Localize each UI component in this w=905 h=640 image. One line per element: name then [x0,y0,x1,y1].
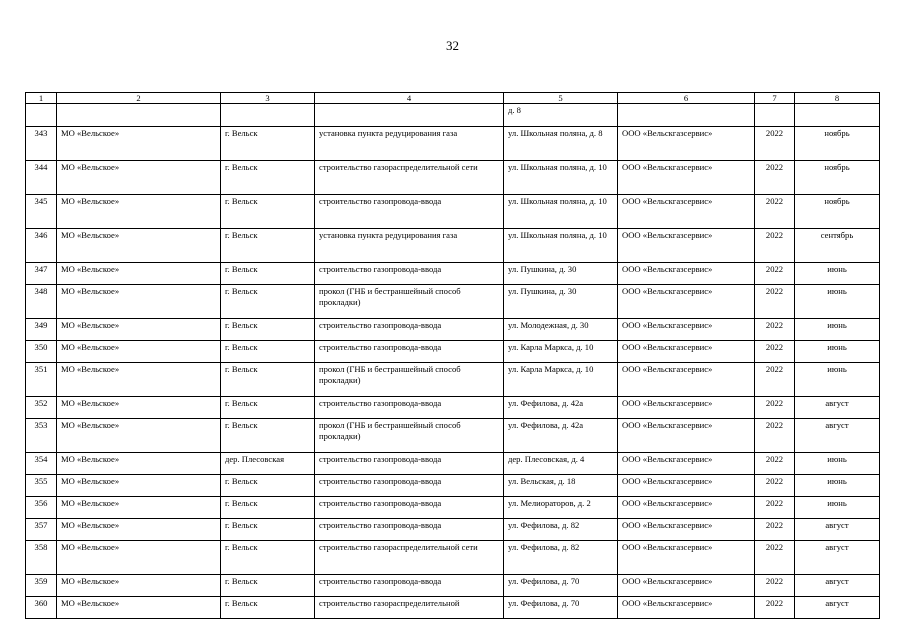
cell-work-type: строительство газопровода-ввода [315,453,504,475]
cell-municipality: МО «Вельское» [57,597,221,619]
cell-month: ноябрь [795,127,880,161]
cell-month: август [795,397,880,419]
cell-locality: г. Вельск [221,475,315,497]
cell-address: ул. Школьная поляна, д. 10 [504,161,618,195]
page-number: 32 [446,38,459,53]
table-row [26,161,880,195]
cell-work-type: строительство газораспределительной [315,597,504,619]
cell-municipality: МО «Вельское» [57,263,221,285]
cell-locality: г. Вельск [221,195,315,229]
cell-municipality: МО «Вельское» [57,397,221,419]
cell-year: 2022 [755,285,795,319]
cell-locality: г. Вельск [221,285,315,319]
cell-municipality: МО «Вельское» [57,127,221,161]
cell-organization: ООО «Вельскгазсервис» [618,541,755,575]
cell-address: ул. Школьная поляна, д. 10 [504,195,618,229]
cell-address: дер. Плесовская, д. 4 [504,453,618,475]
cell-work-type: строительство газопровода-ввода [315,195,504,229]
cell-month: июнь [795,475,880,497]
cell-number: 349 [26,319,57,341]
cell-month: август [795,597,880,619]
cell-locality: г. Вельск [221,161,315,195]
cell-municipality: МО «Вельское» [57,319,221,341]
cell-month: июнь [795,363,880,397]
cell-month: июнь [795,285,880,319]
cell-month: июнь [795,341,880,363]
cell-organization: ООО «Вельскгазсервис» [618,597,755,619]
cell-year: 2022 [755,127,795,161]
cell-month: июнь [795,497,880,519]
cell-locality: г. Вельск [221,519,315,541]
cell-municipality: МО «Вельское» [57,541,221,575]
cell-organization [618,104,755,127]
cell-year: 2022 [755,161,795,195]
cell-organization: ООО «Вельскгазсервис» [618,319,755,341]
cell-work-type: строительство газопровода-ввода [315,341,504,363]
cell-month: июнь [795,453,880,475]
cell-number: 348 [26,285,57,319]
cell-organization: ООО «Вельскгазсервис» [618,285,755,319]
cell-number: 351 [26,363,57,397]
cell-address: ул. Фефилова, д. 70 [504,575,618,597]
cell-work-type: строительство газораспределительной сети [315,161,504,195]
column-header-6: 6 [618,93,755,104]
cell-municipality: МО «Вельское» [57,497,221,519]
column-header-1: 1 [26,93,57,104]
cell-number: 347 [26,263,57,285]
cell-number: 355 [26,475,57,497]
cell-municipality: МО «Вельское» [57,363,221,397]
cell-municipality: МО «Вельское» [57,195,221,229]
cell-address: ул. Фефилова, д. 42а [504,419,618,453]
cell-locality: г. Вельск [221,575,315,597]
table-row [26,229,880,263]
cell-work-type: строительство газопровода-ввода [315,397,504,419]
cell-address: ул. Фефилова, д. 82 [504,541,618,575]
column-header-8: 8 [795,93,880,104]
column-header-3: 3 [221,93,315,104]
cell-municipality: МО «Вельское» [57,285,221,319]
cell-month: ноябрь [795,161,880,195]
cell-year: 2022 [755,397,795,419]
cell-number: 356 [26,497,57,519]
cell-locality: г. Вельск [221,229,315,263]
cell-year: 2022 [755,453,795,475]
cell-year: 2022 [755,263,795,285]
table-row [26,419,880,453]
cell-locality: г. Вельск [221,497,315,519]
cell-work-type: установка пункта редуцирования газа [315,229,504,263]
cell-organization: ООО «Вельскгазсервис» [618,229,755,263]
cell-address: ул. Фефилова, д. 42а [504,397,618,419]
table-row [26,575,880,597]
cell-municipality: МО «Вельское» [57,341,221,363]
cell-organization: ООО «Вельскгазсервис» [618,475,755,497]
table-row [26,104,880,127]
cell-address: ул. Пушкина, д. 30 [504,285,618,319]
works-table [25,92,880,619]
cell-organization: ООО «Вельскгазсервис» [618,419,755,453]
cell-number: 343 [26,127,57,161]
cell-number: 344 [26,161,57,195]
table-body [26,104,880,619]
cell-month: август [795,519,880,541]
cell-work-type [315,104,504,127]
cell-organization: ООО «Вельскгазсервис» [618,575,755,597]
cell-number: 346 [26,229,57,263]
cell-organization: ООО «Вельскгазсервис» [618,341,755,363]
cell-address: ул. Школьная поляна, д. 8 [504,127,618,161]
cell-municipality: МО «Вельское» [57,475,221,497]
cell-month [795,104,880,127]
cell-address: ул. Фефилова, д. 82 [504,519,618,541]
cell-number: 357 [26,519,57,541]
column-number-row [26,93,880,104]
cell-year: 2022 [755,195,795,229]
table-row [26,319,880,341]
cell-month: июнь [795,263,880,285]
cell-number: 350 [26,341,57,363]
cell-municipality: МО «Вельское» [57,161,221,195]
cell-number: 358 [26,541,57,575]
table-row [26,597,880,619]
cell-month: июнь [795,319,880,341]
cell-year: 2022 [755,597,795,619]
cell-work-type: прокол (ГНБ и бестраншейный способ прокладки) [315,419,504,453]
column-header-7: 7 [755,93,795,104]
cell-locality: г. Вельск [221,127,315,161]
cell-number: 354 [26,453,57,475]
column-header-5: 5 [504,93,618,104]
cell-number: 353 [26,419,57,453]
table-row [26,363,880,397]
cell-year: 2022 [755,575,795,597]
cell-year: 2022 [755,419,795,453]
cell-organization: ООО «Вельскгазсервис» [618,519,755,541]
cell-number [26,104,57,127]
cell-work-type: строительство газопровода-ввода [315,319,504,341]
cell-municipality [57,104,221,127]
cell-organization: ООО «Вельскгазсервис» [618,363,755,397]
cell-locality: г. Вельск [221,597,315,619]
cell-address: ул. Карла Маркса, д. 10 [504,363,618,397]
cell-work-type: строительство газораспределительной сети [315,541,504,575]
cell-locality: г. Вельск [221,319,315,341]
cell-organization: ООО «Вельскгазсервис» [618,397,755,419]
cell-year: 2022 [755,341,795,363]
cell-month: ноябрь [795,195,880,229]
cell-number: 359 [26,575,57,597]
cell-year: 2022 [755,319,795,341]
cell-address: ул. Молодежная, д. 30 [504,319,618,341]
cell-month: сентябрь [795,229,880,263]
cell-locality: г. Вельск [221,419,315,453]
cell-year: 2022 [755,519,795,541]
cell-municipality: МО «Вельское» [57,419,221,453]
cell-locality: г. Вельск [221,541,315,575]
cell-address: ул. Фефилова, д. 70 [504,597,618,619]
cell-number: 360 [26,597,57,619]
cell-work-type: строительство газопровода-ввода [315,263,504,285]
table-row [26,127,880,161]
cell-municipality: МО «Вельское» [57,575,221,597]
cell-year [755,104,795,127]
table-row [26,475,880,497]
cell-organization: ООО «Вельскгазсервис» [618,453,755,475]
cell-locality: г. Вельск [221,397,315,419]
cell-work-type: строительство газопровода-ввода [315,575,504,597]
cell-locality: дер. Плесовская [221,453,315,475]
cell-work-type: строительство газопровода-ввода [315,497,504,519]
cell-work-type: строительство газопровода-ввода [315,475,504,497]
cell-month: август [795,575,880,597]
table-row [26,541,880,575]
table-row [26,341,880,363]
cell-locality: г. Вельск [221,341,315,363]
cell-address: д. 8 [504,104,618,127]
cell-locality: г. Вельск [221,363,315,397]
cell-work-type: прокол (ГНБ и бестраншейный способ прокладки) [315,285,504,319]
cell-municipality: МО «Вельское» [57,229,221,263]
cell-organization: ООО «Вельскгазсервис» [618,161,755,195]
table-row [26,397,880,419]
table-row [26,195,880,229]
cell-address: ул. Карла Маркса, д. 10 [504,341,618,363]
cell-address: ул. Школьная поляна, д. 10 [504,229,618,263]
column-header-4: 4 [315,93,504,104]
cell-work-type: установка пункта редуцирования газа [315,127,504,161]
cell-organization: ООО «Вельскгазсервис» [618,195,755,229]
cell-municipality: МО «Вельское» [57,519,221,541]
cell-address: ул. Вельская, д. 18 [504,475,618,497]
column-header-2: 2 [57,93,221,104]
cell-number: 352 [26,397,57,419]
cell-work-type: прокол (ГНБ и бестраншейный способ прокладки) [315,363,504,397]
table-row [26,453,880,475]
cell-month: август [795,541,880,575]
table-row [26,263,880,285]
table-row [26,497,880,519]
cell-number: 345 [26,195,57,229]
cell-municipality: МО «Вельское» [57,453,221,475]
cell-year: 2022 [755,541,795,575]
cell-year: 2022 [755,229,795,263]
cell-locality [221,104,315,127]
cell-organization: ООО «Вельскгазсервис» [618,263,755,285]
table-row [26,285,880,319]
cell-work-type: строительство газопровода-ввода [315,519,504,541]
cell-month: август [795,419,880,453]
cell-year: 2022 [755,497,795,519]
cell-locality: г. Вельск [221,263,315,285]
cell-year: 2022 [755,475,795,497]
cell-address: ул. Пушкина, д. 30 [504,263,618,285]
cell-organization: ООО «Вельскгазсервис» [618,497,755,519]
cell-organization: ООО «Вельскгазсервис» [618,127,755,161]
table-row [26,519,880,541]
cell-address: ул. Мелиораторов, д. 2 [504,497,618,519]
cell-year: 2022 [755,363,795,397]
